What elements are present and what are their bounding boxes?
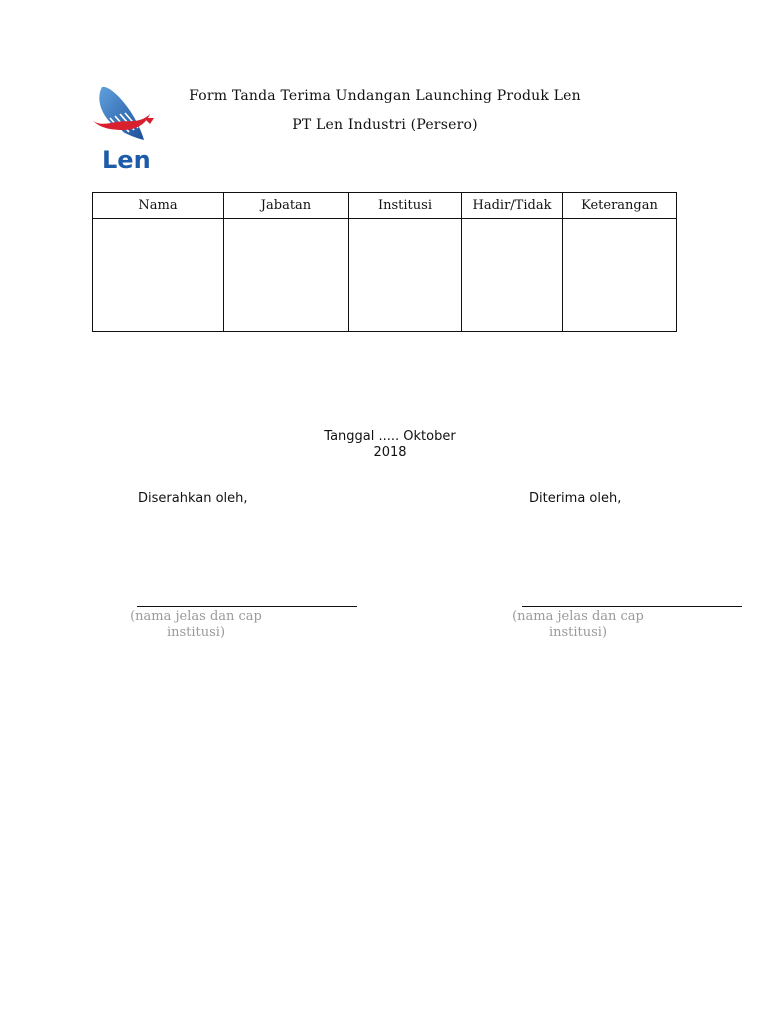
cell-hadir-tidak[interactable] bbox=[462, 219, 563, 332]
date-block bbox=[290, 429, 490, 461]
cell-nama[interactable] bbox=[93, 219, 224, 332]
signature-note-left-line1: (nama jelas dan cap bbox=[130, 609, 262, 624]
column-header-nama: Nama bbox=[93, 193, 224, 219]
signature-note-right-line1: (nama jelas dan cap bbox=[512, 609, 644, 624]
date-line: Tanggal ..... Oktober bbox=[324, 429, 456, 444]
column-header-keterangan: Keterangan bbox=[563, 193, 677, 219]
handed-over-by-label: Diserahkan oleh, bbox=[138, 491, 248, 506]
column-header-jabatan: Jabatan bbox=[224, 193, 349, 219]
company-name: PT Len Industri (Persero) bbox=[292, 117, 478, 133]
signature-note-right-line2: institusi) bbox=[548, 625, 608, 640]
signature-note-left bbox=[106, 609, 286, 641]
column-header-institusi: Institusi bbox=[349, 193, 462, 219]
date-year: 2018 bbox=[373, 445, 407, 460]
cell-institusi[interactable] bbox=[349, 219, 462, 332]
form-title: Form Tanda Terima Undangan Launching Produk Len bbox=[189, 88, 581, 104]
cell-keterangan[interactable] bbox=[563, 219, 677, 332]
signature-line-left bbox=[137, 606, 357, 607]
signature-line-right bbox=[522, 606, 742, 607]
table-row bbox=[93, 219, 677, 332]
column-header-hadir-tidak: Hadir/Tidak bbox=[462, 193, 563, 219]
logo-wordmark: Len bbox=[102, 146, 151, 174]
table-header-row bbox=[93, 193, 677, 219]
signature-note-right bbox=[488, 609, 668, 641]
signature-note-left-line2: institusi) bbox=[166, 625, 226, 640]
attendance-table bbox=[92, 192, 677, 332]
cell-jabatan[interactable] bbox=[224, 219, 349, 332]
received-by-label: Diterima oleh, bbox=[529, 491, 622, 506]
